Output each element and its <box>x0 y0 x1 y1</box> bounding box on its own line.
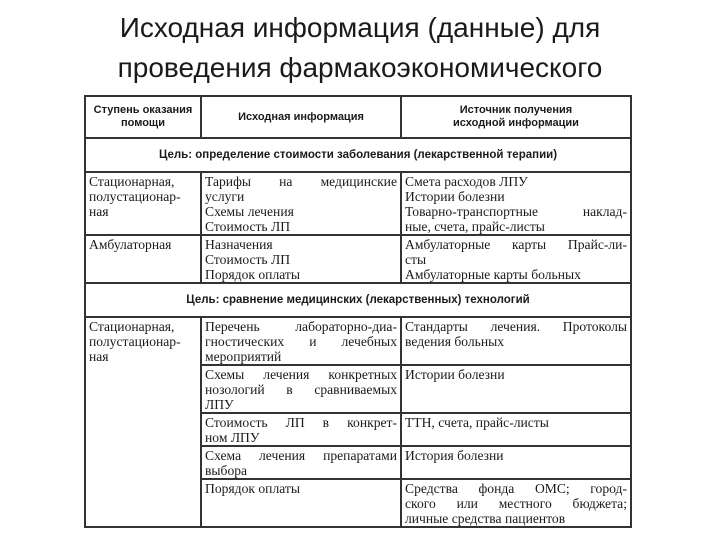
header-source-info: Исходная информация <box>201 96 401 138</box>
cell-info-origin: Истории болезни <box>401 365 631 413</box>
cell-source-info: Порядок оплаты <box>201 479 401 527</box>
cell-info-origin: Амбулаторные карты Прайс-ли- сты Амбулаторные карты больных <box>401 235 631 283</box>
cell-info-origin: Средства фонда ОМС; город- ского или местного бюджета; личные средства пациентов <box>401 479 631 527</box>
cell-care-level: Амбулаторная <box>85 235 201 283</box>
cell-info-origin: ТТН, счета, прайс-листы <box>401 413 631 446</box>
goal-row-1 <box>85 138 631 172</box>
cell-source-info: Перечень лабораторно-диа- гностических и лечебных мероприятий <box>201 317 401 365</box>
cell-info-origin: Смета расходов ЛПУ Истории болезни Товарно-транспортные наклад- ные, счета, прайс-листы <box>401 172 631 235</box>
slide-title <box>0 8 720 88</box>
cell-source-info: Стоимость ЛП в конкрет- ном ЛПУ <box>201 413 401 446</box>
table-header-row <box>85 96 631 138</box>
goal-cost-of-illness: Цель: определение стоимости заболевания (лекарственной терапии) <box>85 138 631 172</box>
cell-care-level: Стационарная, полустационар- ная <box>85 172 201 235</box>
cell-source-info: Тарифы на медицинские услуги Схемы лечения Стоимость ЛП <box>201 172 401 235</box>
cell-care-level: Стационарная, полустационар- ная <box>85 317 201 527</box>
table-row <box>85 172 631 235</box>
cell-info-origin: Стандарты лечения. Протоколы ведения больных <box>401 317 631 365</box>
table-row <box>85 317 631 365</box>
cell-source-info: Назначения Стоимость ЛП Порядок оплаты <box>201 235 401 283</box>
slide-title-line-2: проведения фармакоэкономического <box>117 52 603 83</box>
source-data-table <box>84 95 632 528</box>
cell-source-info: Схема лечения препаратами выбора <box>201 446 401 479</box>
goal-technology-comparison: Цель: сравнение медицинских (лекарственных) технологий <box>85 283 631 317</box>
cell-source-info: Схемы лечения конкретных нозологий в сравниваемых ЛПУ <box>201 365 401 413</box>
slide-title-line-1: Исходная информация (данные) для <box>119 12 601 43</box>
cell-info-origin: История болезни <box>401 446 631 479</box>
header-care-level: Ступень оказания помощи <box>85 96 201 138</box>
header-info-origin: Источник получения исходной информации <box>401 96 631 138</box>
table-row <box>85 235 631 283</box>
goal-row-2 <box>85 283 631 317</box>
